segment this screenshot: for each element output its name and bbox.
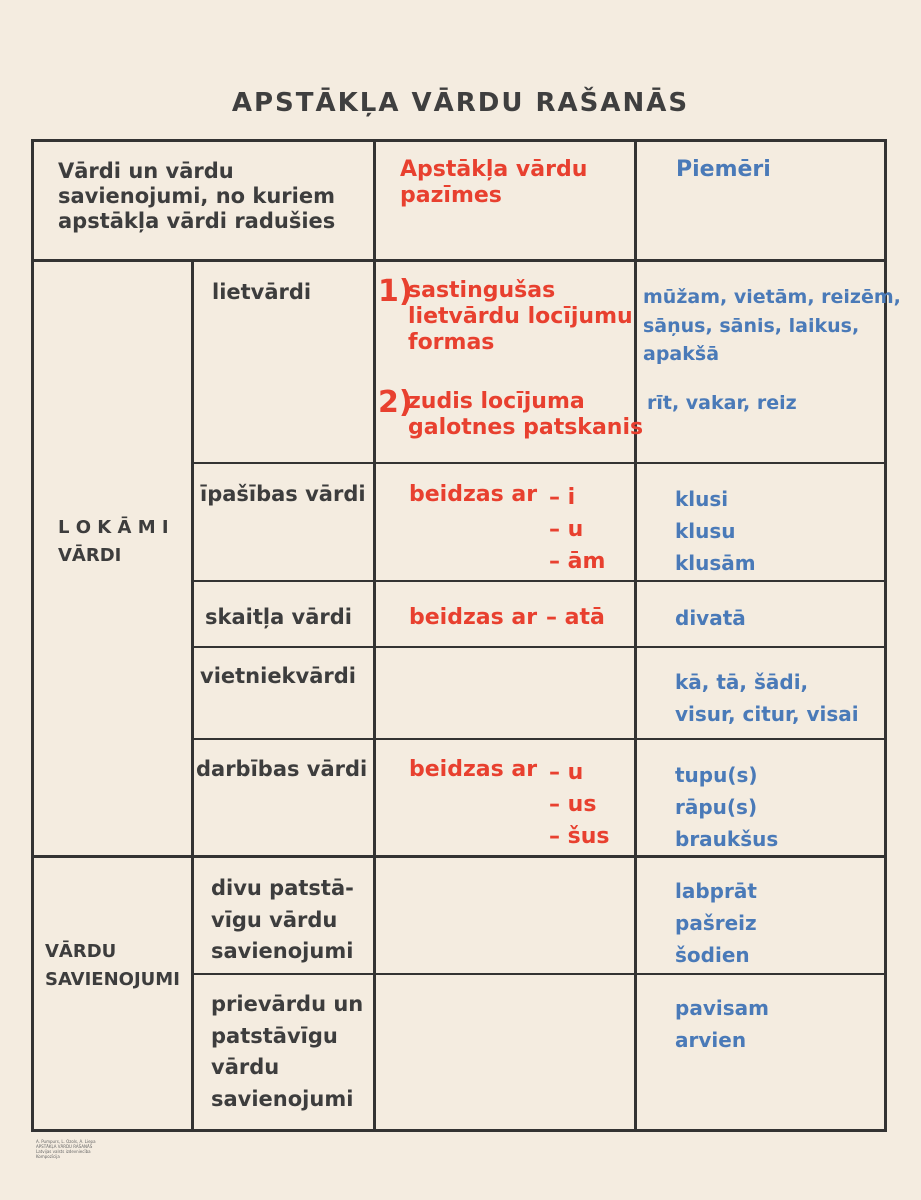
prefix-skaitla: beidzas ar	[409, 605, 538, 630]
sign-number-1: 1)	[378, 274, 413, 309]
row-label-prievardu: prievārdu un patstāvīgu vārdu savienojumi	[211, 992, 364, 1111]
row-divider	[191, 580, 887, 582]
row-divider	[191, 973, 887, 975]
group-lokami: L O K Ā M I VĀRDI	[58, 517, 169, 566]
header-col2: Apstākļa vārdu pazīmes	[400, 157, 588, 208]
row-label-lietvardi: lietvārdi	[212, 280, 312, 304]
row-label-skaitla: skaitļa vārdi	[205, 605, 352, 629]
row-label-divu: divu patstā- vīgu vārdu savienojumi	[211, 876, 354, 963]
ending-skaitla: – atā	[546, 605, 605, 630]
col-divider-2	[634, 139, 637, 1132]
examples-ipasibas: klusi klusu klusām	[675, 487, 756, 575]
col-divider-group	[191, 262, 194, 1132]
prefix-darbibas: beidzas ar	[409, 757, 538, 782]
row-divider	[191, 738, 887, 740]
endings-ipasibas: – i – u – ām	[549, 485, 606, 574]
examples-lietvardi-2: rīt, vakar, reiz	[647, 392, 797, 414]
row-label-vietniek: vietniekvārdi	[200, 664, 356, 688]
examples-prievardu: pavisam arvien	[675, 996, 769, 1052]
sign-2: zudis locījuma galotnes patskanis	[408, 389, 644, 440]
header-divider	[31, 259, 887, 262]
sign-number-2: 2)	[378, 385, 413, 420]
example-skaitla: divatā	[675, 606, 746, 630]
examples-vietniek: kā, tā, šādi, visur, citur, visai	[675, 670, 859, 726]
header-col1: Vārdi un vārdu savienojumi, no kuriem apstākļa vārdi radušies	[58, 159, 336, 233]
col-divider-1	[373, 139, 376, 1132]
page-title: APSTĀKĻA VĀRDU RAŠANĀS	[231, 88, 690, 118]
endings-darbibas: – u – us – šus	[549, 760, 610, 849]
group-savienojumi: VĀRDU SAVIENOJUMI	[45, 941, 180, 990]
sign-1: sastingušas lietvārdu locījumu formas	[408, 278, 633, 355]
row-label-ipasibas: īpašības vārdi	[200, 482, 366, 506]
imprint: A. Pumpurs, L. Ozols, A. Liepa APSTĀKĻA VĀRDU RAŠANĀS Latvijas valsts izdevniecība Kompozīcija	[36, 1139, 96, 1159]
examples-darbibas: tupu(s) rāpu(s) braukšus	[675, 763, 779, 851]
group-divider	[31, 855, 887, 858]
examples-divu: labprāt pašreiz šodien	[675, 879, 757, 967]
row-divider	[191, 646, 887, 648]
row-label-darbibas: darbības vārdi	[196, 757, 368, 781]
prefix-ipasibas: beidzas ar	[409, 482, 538, 507]
examples-lietvardi-1: mūžam, vietām, reizēm, sāņus, sānis, laikus, apakšā	[643, 286, 901, 365]
row-divider	[191, 462, 887, 464]
header-col3: Piemēri	[676, 157, 771, 182]
